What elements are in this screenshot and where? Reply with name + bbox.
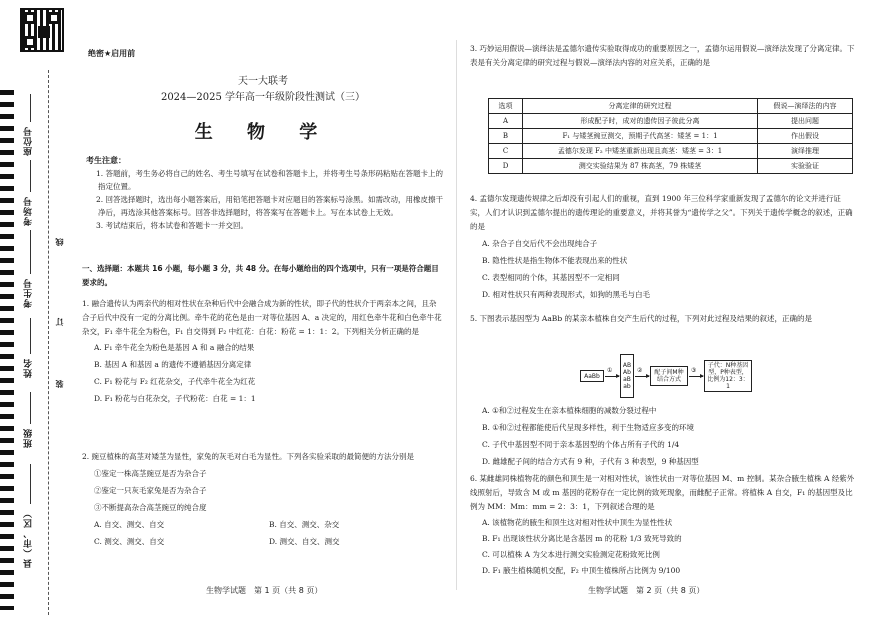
label-seat-number: 座位号 [24,126,34,156]
table-cell: 测交实验结果为 87 株高茎，79 株矮茎 [523,159,758,174]
table-cell: 提出问题 [758,114,853,129]
q5-options [470,404,855,469]
gamete: AB [622,362,632,369]
mark-line: 线 [55,238,64,246]
diagram-parent: AaBb [580,370,604,382]
sub-item: ①鉴定一株高茎豌豆是否为杂合子 [94,469,207,478]
binding-strip [0,0,72,630]
question-3 [470,42,855,70]
label-class: 班级 [24,428,34,448]
note-item: 3. 考试结束后，将本试卷和答题卡一并交回。 [96,221,249,230]
page-footer: 生物学试题 第 1 页（共 8 页） [206,586,323,595]
label-exam-room: 考场号 [24,196,34,226]
option-d: D. 测交、自交、测交 [269,537,340,546]
q5-diagram [580,354,850,400]
option-c: C. 可以植株 A 为父本进行测交实验测定花粉致死比例 [482,550,660,559]
note-item: 2. 回答选择题时，选出每小题答案后，用铅笔把答题卡对应题目的答案标号涂黑。如需改动，用橡皮擦干净后，再选涂其他答案标号。回答非选择题时，将答案写在答题卡上。写在本试卷上无效。 [96,195,444,217]
label-name: 姓名 [24,358,34,378]
table-cell: 孟德尔发现 F₂ 中矮茎重新出现且高茎：矮茎 = 3：1 [523,144,758,159]
gamete: ab [623,383,631,390]
option-b: B. ①和②过程都能使后代呈现多样性，利于生物适应多变的环境 [482,423,695,432]
table-cell: 形成配子时，成对的遗传因子彼此分离 [523,114,758,129]
table-row [489,144,853,159]
question-2 [82,450,444,549]
option-b: B. F₁ 出现该性状分离比是含基因 m 的花粉 1/3 致死导致的 [482,534,682,543]
exam-notes [86,154,444,232]
question-1 [82,297,444,406]
notes-heading: 考生注意： [86,156,126,165]
secret-label: 绝密★启用前 [88,49,136,58]
note-item: 1. 答题前，考生务必将自己的姓名、考生号填写在试卷和答题卡上，并将考生号条形码粘贴在答题卡上的指定位置。 [96,169,444,191]
label-candidate-number: 考生号 [24,278,34,308]
option-c: C. 测交、测交、自交 [94,537,165,546]
option-d: D. F₁ 腋生植株随机交配，F₂ 中顶生植株所占比例为 9/100 [482,566,681,575]
diagram-fertilization: 配子间M种结合方式 [650,366,688,386]
qr-code [20,8,64,52]
table-row [489,114,853,129]
mark-bind: 订 [55,318,64,326]
column-divider [456,40,457,590]
option-d: D. 相对性状只有两种表现形式，如狗的黑毛与白毛 [482,290,651,299]
table-cell: 演绎推理 [758,144,853,159]
question-stem: 1. 融合遗传认为两亲代的相对性状在杂种后代中会融合成为新的性状，即子代的性状介于两亲本之间，且杂合子后代中没有一定的分离比例。牵牛花的花色是由一对等位基因 A、a 决定的，用红色牵牛花和白色牵牛花杂交，F₁ 牵牛花全为粉色，F₁ 自交得到 F₂ 中红花：白花：粉花 = 1：1：2。下列相关分析正确的是 [82,299,442,336]
diagram-offspring: 子代：N种基因型，P种表型，比例为12：3：1 [704,360,752,392]
option-b: B. 隐性性状是指生物体不能表现出来的性状 [482,256,628,265]
option-a: A. F₁ 牵牛花全为粉色是基因 A 和 a 融合的结果 [94,343,255,352]
question-4 [470,192,855,302]
table-cell: C [489,144,523,159]
question-6 [470,472,855,578]
option-b: B. 基因 A 和基因 a 的遗传不遵循基因分离定律 [94,360,252,369]
gamete: Ab [623,369,631,376]
table-cell: F₁ 与矮茎豌豆测交，预期子代高茎：矮茎 = 1：1 [523,129,758,144]
question-stem: 4. 孟德尔发现遗传规律之后却没有引起人们的重视，直到 1900 年三位科学家重新发现了孟德尔的论文并进行证实，人们才认识到孟德尔提出的遗传理论的重要意义，并将其誉为“遗传学之父”。下列关于遗传学概念的叙述，正确的是 [470,194,853,231]
table-header: 假说—演绎法的内容 [758,99,853,114]
mark-pack: 装 [55,380,64,388]
option-c: C. 表型相同的个体，其基因型不一定相同 [482,273,620,282]
subject-title: 生 物 学 [194,122,332,143]
option-a: A. 该植物花的腋生和顶生这对相对性状中顶生为显性性状 [482,518,673,527]
step-3: ③ [691,367,697,374]
option-d: D. 雌雄配子间的结合方式有 9 种，子代有 3 种表型，9 种基因型 [482,457,699,466]
gamete: aB [623,376,631,383]
page-footer: 生物学试题 第 2 页（共 8 页） [588,586,705,595]
question-stem: 2. 豌豆植株的高茎对矮茎为显性，家兔的灰毛对白毛为显性。下列各实验采取的最简便的方法分别是 [82,452,415,461]
table-header: 选项 [489,99,523,114]
option-a: A. 自交、测交、自交 [94,520,165,529]
question-stem: 6. 某雌雄同株植物花的颜色和顶生是一对相对性状，该性状由一对等位基因 M、m 控制。某杂合腋生植株 A 经紫外线照射后，导致含 M 或 m 基因的花粉存在一定比例的致死现象，而雌配子正常。将植株 A 自交，F₁ 的基因型及比例为 MM：Mm：mm = 2：3：1，下列叙述合理的是 [470,474,855,511]
sub-item: ②鉴定一只灰毛家兔是否为杂合子 [94,486,207,495]
option-d: D. F₁ 粉花与白花杂交，子代粉花：白花 = 1：1 [94,394,256,403]
label-county: 县（市、区） [24,508,34,568]
section-heading: 一、选择题：本题共 16 小题，每小题 3 分，共 48 分。在每小题给出的四个选项中，只有一项是符合题目要求的。 [82,264,439,287]
table-row [489,129,853,144]
barcode-stripes [0,90,14,610]
sub-item: ③不断提高杂合高茎豌豆的纯合度 [94,503,207,512]
table-cell: 实验验证 [758,159,853,174]
q3-table [488,98,853,174]
question-stem: 3. 巧妙运用假说—演绎法是孟德尔遗传实验取得成功的重要原因之一，孟德尔运用假说—演绎法发现了分离定律。下表是有关分离定律的研究过程与假说—演绎法内容的对应关系，正确的是 [470,44,855,67]
diagram-gametes [620,354,634,398]
exam-title: 2024—2025 学年高一年级阶段性测试（三） [160,92,366,103]
page-1 [78,0,448,630]
option-b: B. 自交、测交、杂交 [269,520,340,529]
page-2 [470,0,858,630]
step-2: ② [637,367,643,374]
question-stem: 5. 下图表示基因型为 AaBb 的某亲本植株自交产生后代的过程，下列对此过程及结果的叙述，正确的是 [470,314,813,323]
cut-line [48,70,49,615]
table-cell: 作出假设 [758,129,853,144]
option-a: A. ①和②过程发生在亲本植株细胞的减数分裂过程中 [482,406,657,415]
table-cell: D [489,159,523,174]
option-c: C. 子代中基因型不同于亲本基因型的个体占所有子代的 1/4 [482,440,680,449]
option-c: C. F₁ 粉花与 F₂ 红花杂交，子代牵牛花全为红花 [94,377,256,386]
table-header: 分离定律的研究过程 [523,99,758,114]
step-1: ① [607,367,613,374]
table-cell: B [489,129,523,144]
exam-organizer: 天一大联考 [238,76,288,87]
table-row [489,159,853,174]
table-cell: A [489,114,523,129]
option-a: A. 杂合子自交后代不会出现纯合子 [482,239,598,248]
question-5 [470,312,855,326]
